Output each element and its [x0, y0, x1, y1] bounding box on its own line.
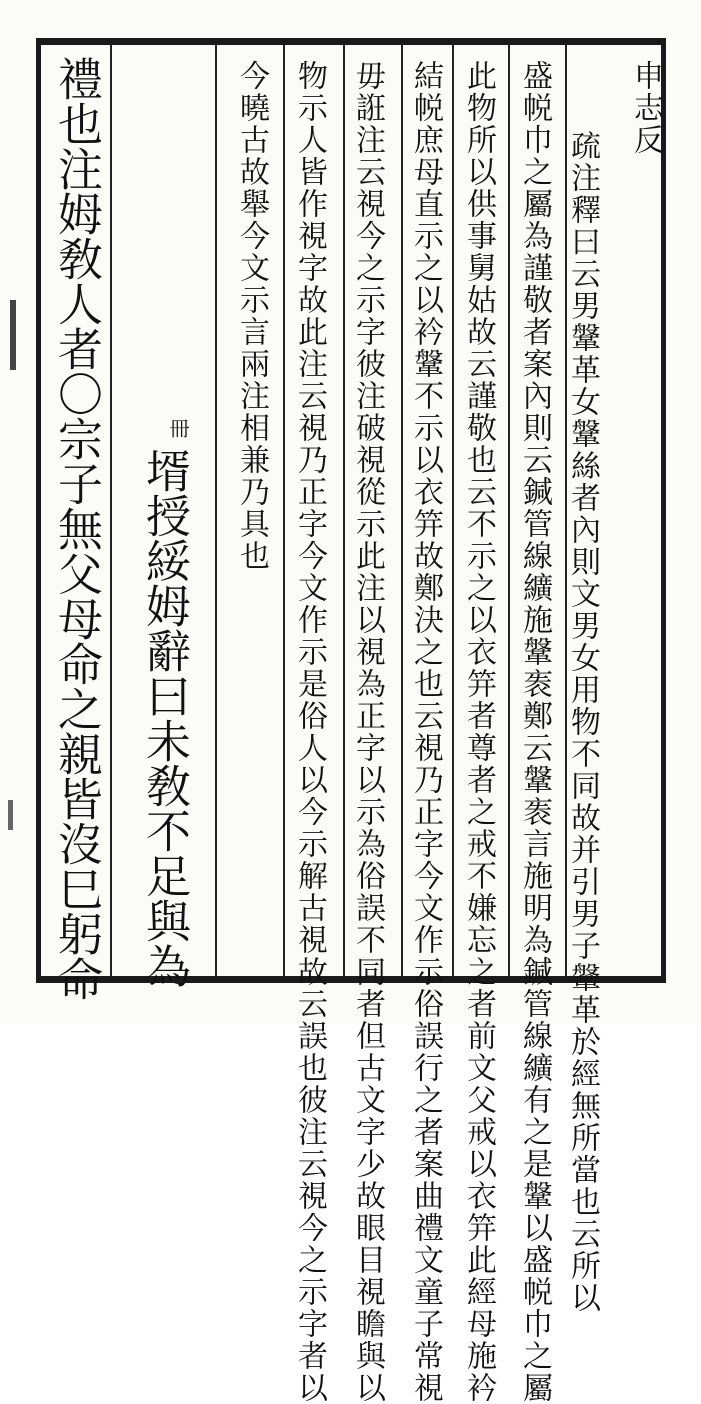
- text-column-4: [408, 60, 443, 1404]
- column-text: 結帨庶母直示之以衿鞶不示以衣笄故鄭決之也云視乃正字今文作示俗誤行之者案曲禮文童子常視: [408, 60, 443, 1404]
- text-column-3: [461, 60, 496, 1404]
- column-divider: [215, 45, 217, 976]
- frame-left-border: [36, 38, 41, 983]
- frame-top-border: [36, 38, 666, 45]
- column-divider: [452, 45, 454, 976]
- main-column: [50, 56, 103, 1001]
- column-marker: [168, 418, 188, 438]
- column-text: 毋誑注云視今之示字彼注破視從示此注以視為正字以示為俗誤不同者但古文字少故眼目視瞻與以: [350, 60, 385, 1404]
- col-1-top: [628, 60, 663, 156]
- column-text: 盛帨巾之屬為謹敬者案內則云鍼管線纊施鞶袠鄭云鞶袠言施明為鍼管線纊有之是鞶以盛帨巾之屬: [517, 60, 552, 1404]
- text-column-1: [600, 60, 663, 156]
- binding-edge-mark: [10, 300, 16, 370]
- column-divider: [110, 45, 112, 976]
- marker-text: 冊: [166, 418, 190, 438]
- column-divider: [508, 45, 510, 976]
- text-column-1b: [565, 130, 600, 1314]
- column-text: 物示人皆作視字故此注云視乃正字今文作示是俗人以今示解古視故云誤也彼注云視今之示字者以: [292, 60, 327, 1404]
- text-column-2: [517, 60, 552, 1404]
- text-column-5: [350, 60, 385, 1404]
- column-divider: [343, 45, 345, 976]
- column-text: 今曉古故舉今文示言兩注相兼乃具也: [234, 60, 269, 572]
- column-text: 疏注釋曰云男鞶革女鞶絲者內則文男女用物不同故并引男子鞶革於經無所當也云所以: [565, 130, 600, 1314]
- binding-edge-mark: [8, 800, 13, 830]
- text-column-6: [292, 60, 327, 1404]
- column-divider: [401, 45, 403, 976]
- frame-right-border: [661, 38, 666, 983]
- column-text: 此物所以供事舅姑故云謹敬也云不示之以衣笄者尊者之戒不嫌忘之者前文父戒以衣笄此經母施衿: [461, 60, 496, 1404]
- text-column-7: [234, 60, 269, 572]
- column-text: 禮也注姆敎人者〇宗子無父母命之親皆沒巳躬命: [50, 56, 103, 1001]
- sub-main-column: [138, 448, 191, 988]
- column-divider: [283, 45, 285, 976]
- column-text: 申志反: [628, 60, 663, 156]
- column-text: 壻授綏姆辭曰未敎不足與為: [138, 448, 191, 988]
